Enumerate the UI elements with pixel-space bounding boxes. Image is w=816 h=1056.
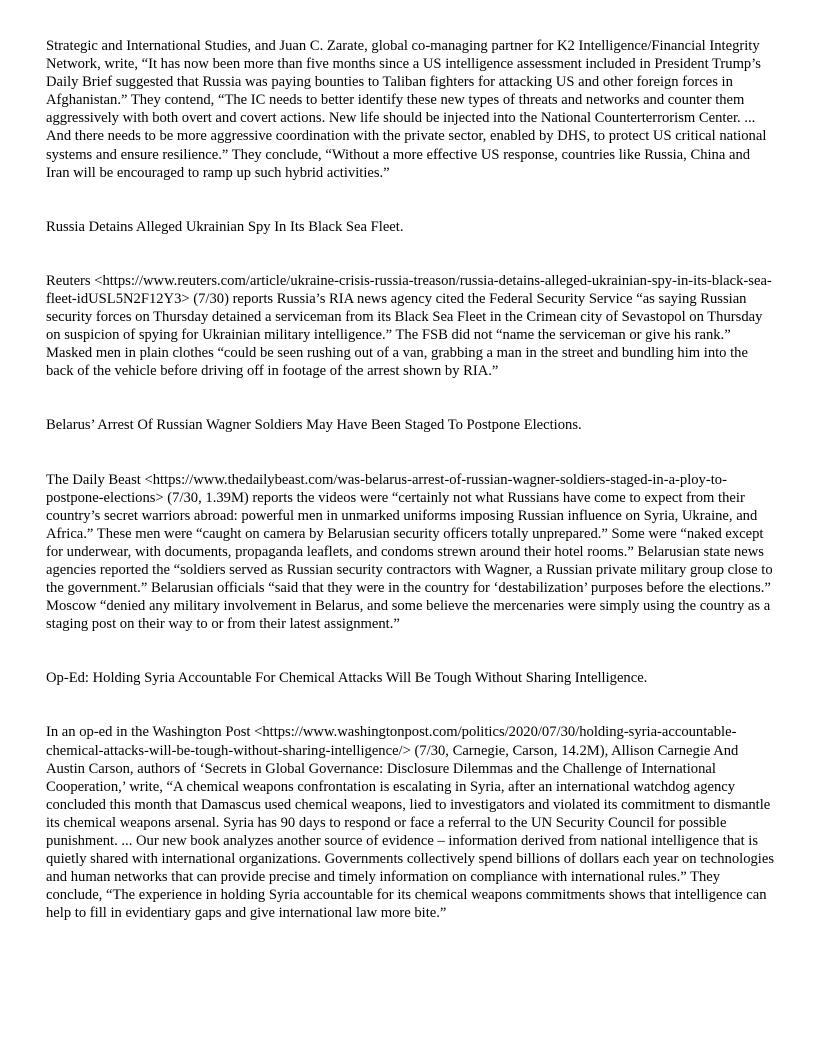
article-body-washington-post: In an op-ed in the Washington Post <https://www.washingtonpost.com/politics/2020/07/30/holding-syria-accountable-chemical-attacks-will-be-tough-without-sharing-intelligence/> (7/30, Carnegie, Carson, 14.2M), Allison Carnegie And Austin Carson, authors of ‘Secrets in Global Governance: Disclosure Dilemmas and the Challenge of International Cooperation,’ write, “A chemical weapons confrontation is escalating in Syria, after an international watchdog agency concluded this month that Damascus used chemical weapons, lied to investigators and violated its commitment to dismantle its chemical weapons arsenal. Syria has 90 days to respond or face a referral to the UN Security Council for possible punishment. ... Our new book analyzes another source of evidence – information derived from national intelligence that is quietly shared with international organizations. Governments collectively spend billions of dollars each year on technologies and human networks that can provide precise and timely information on compliance with international rules.” They conclude, “The experience in holding Syria accountable for its chemical weapons commitments shows that intelligence can help to fill in evidentiary gaps and give international law more bite.”: [46, 724, 775, 922]
spacer: [46, 236, 776, 272]
headline-russia-detains-spy: Russia Detains Alleged Ukrainian Spy In Its Black Sea Fleet.: [46, 218, 404, 235]
spacer: [46, 633, 776, 669]
spacer: [46, 687, 776, 723]
spacer: [46, 182, 776, 218]
article-body-k2-zarate: Strategic and International Studies, and Juan C. Zarate, global co-managing partner for K2 Intelligence/Financial Integrity Network, write, “It has now been more than five months since a US intelligence assessment included in President Trump’s Daily Brief suggested that Russia was paying bounties to Taliban fighters for attacking US and other foreign forces in Afghanistan.” They contend, “The IC needs to better identify these new types of threats and networks and counter them aggressively with both overt and covert actions. New life should be injected into the National Counterterrorism Center. ... And there needs to be more aggressive coordination with the private sector, enabled by DHS, to protect US critical national systems and ensure resilience.” They conclude, “Without a more effective US response, countries like Russia, China and Iran will be encouraged to ramp up such hybrid activities.”: [46, 38, 767, 181]
spacer: [46, 380, 776, 416]
headline-belarus-wagner: Belarus’ Arrest Of Russian Wagner Soldiers May Have Been Staged To Postpone Elections.: [46, 417, 582, 434]
article-body-daily-beast: The Daily Beast <https://www.thedailybeast.com/was-belarus-arrest-of-russian-wagner-soldiers-staged-in-a-ploy-to-postpone-elections> (7/30, 1.39M) reports the videos were “certainly not what Russians have come to expect from their country’s secret warriors abroad: powerful men in unmarked uniforms imposing Russian influence on Syria, Ukraine, and Africa.” These men were “caught on camera by Belarusian security officers totally unprepared.” Some were “naked except for underwear, with documents, propaganda leaflets, and condoms strewn around their hotel rooms.” Belarusian state news agencies reported the “soldiers served as Russian security contractors with Wagner, a Russian private military group close to the government.” Belarusian officials “said that they were in the country for ‘destabilization’ purposes before the elections.” Moscow “denied any military involvement in Belarus, and some believe the mercenaries were simply using the country as a staging post on their way to or from their latest assignment.”: [46, 471, 773, 633]
document-page: [46, 37, 776, 922]
article-body-reuters: Reuters <https://www.reuters.com/article/ukraine-crisis-russia-treason/russia-detains-alleged-ukrainian-spy-in-its-black-sea-fleet-idUSL5N2F12Y3> (7/30) reports Russia’s RIA news agency cited the Federal Security Service “as saying Russian security forces on Thursday detained a serviceman from its Black Sea Fleet in the Crimean city of Sevastopol on Thursday on suspicion of spying for Ukrainian military intelligence.” The FSB did not “name the serviceman or give his rank.” Masked men in plain clothes “could be seen rushing out of a van, grabbing a man in the street and bundling him into the back of the vehicle before driving off in footage of the arrest shown by RIA.”: [46, 272, 772, 380]
spacer: [46, 435, 776, 471]
headline-op-ed-syria: Op-Ed: Holding Syria Accountable For Chemical Attacks Will Be Tough Without Sharing Intelligence.: [46, 670, 648, 687]
